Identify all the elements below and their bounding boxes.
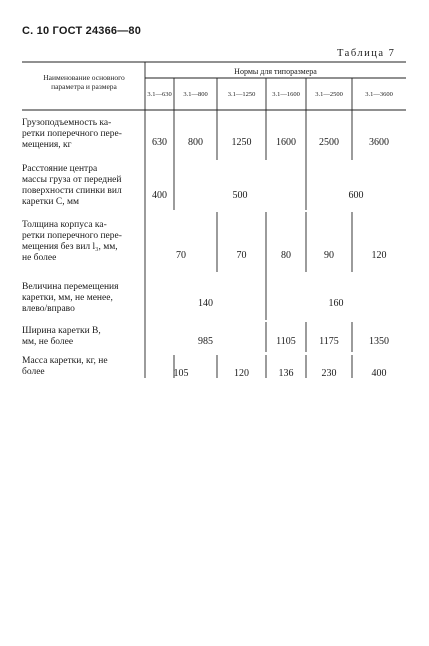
- cell: 90: [324, 250, 334, 261]
- cell: 600: [348, 190, 364, 201]
- cell: 70: [236, 250, 247, 261]
- page-header: С. 10 ГОСТ 24366—80: [22, 25, 142, 37]
- row-label: Толщина корпуса ка- ретки поперечного пере- мещения без вил l₃, мм, не более: [22, 220, 122, 263]
- row-label: Масса каретки, кг, не более: [22, 356, 108, 377]
- row-label: Грузоподъемность ка- ретки поперечного пере- мещения, кг: [22, 118, 122, 150]
- cell: 136: [278, 368, 294, 379]
- cell: 1175: [319, 336, 339, 347]
- col-header: 3.1—800: [183, 91, 208, 98]
- row-label: Величина перемещения каретки, мм, не менее, влево/вправо: [22, 282, 119, 314]
- table-title: Таблица 7: [337, 48, 396, 59]
- cell: 400: [152, 190, 167, 201]
- cell: 120: [371, 250, 387, 261]
- row-label: Расстояние центра массы груза от передней поверхности спинки вил каретки C, мм: [22, 164, 122, 207]
- cell: 500: [232, 190, 248, 201]
- col-header: 3.1—2500: [315, 91, 343, 98]
- col-header: 3.1—630: [147, 91, 172, 98]
- cell: 70: [176, 250, 186, 261]
- col-header: 3.1—1250: [227, 91, 256, 98]
- cell: 400: [371, 368, 387, 379]
- cell: 800: [188, 137, 203, 148]
- cell: 1600: [276, 137, 296, 148]
- header-param-line1: Наименование основного: [43, 73, 125, 82]
- cell: 80: [281, 250, 291, 261]
- cell: 2500: [319, 137, 339, 148]
- cell: 105: [173, 368, 189, 379]
- cell: 1250: [231, 137, 252, 148]
- cell: 985: [198, 336, 213, 347]
- header-param-line2: параметра и размера: [51, 82, 117, 91]
- header-norms: Нормы для типоразмера: [234, 67, 317, 76]
- col-header: 3.1—1600: [272, 91, 300, 98]
- cell: 120: [234, 368, 249, 379]
- cell: 230: [321, 368, 337, 379]
- cell: 1105: [276, 336, 296, 347]
- col-header: 3.1—3600: [365, 91, 393, 98]
- cell: 160: [328, 298, 344, 309]
- cell: 1350: [369, 336, 389, 347]
- row-label: Ширина каретки B, мм, не более: [22, 326, 101, 347]
- cell: 630: [152, 137, 167, 148]
- cell: 3600: [369, 137, 389, 148]
- cell: 140: [198, 298, 213, 309]
